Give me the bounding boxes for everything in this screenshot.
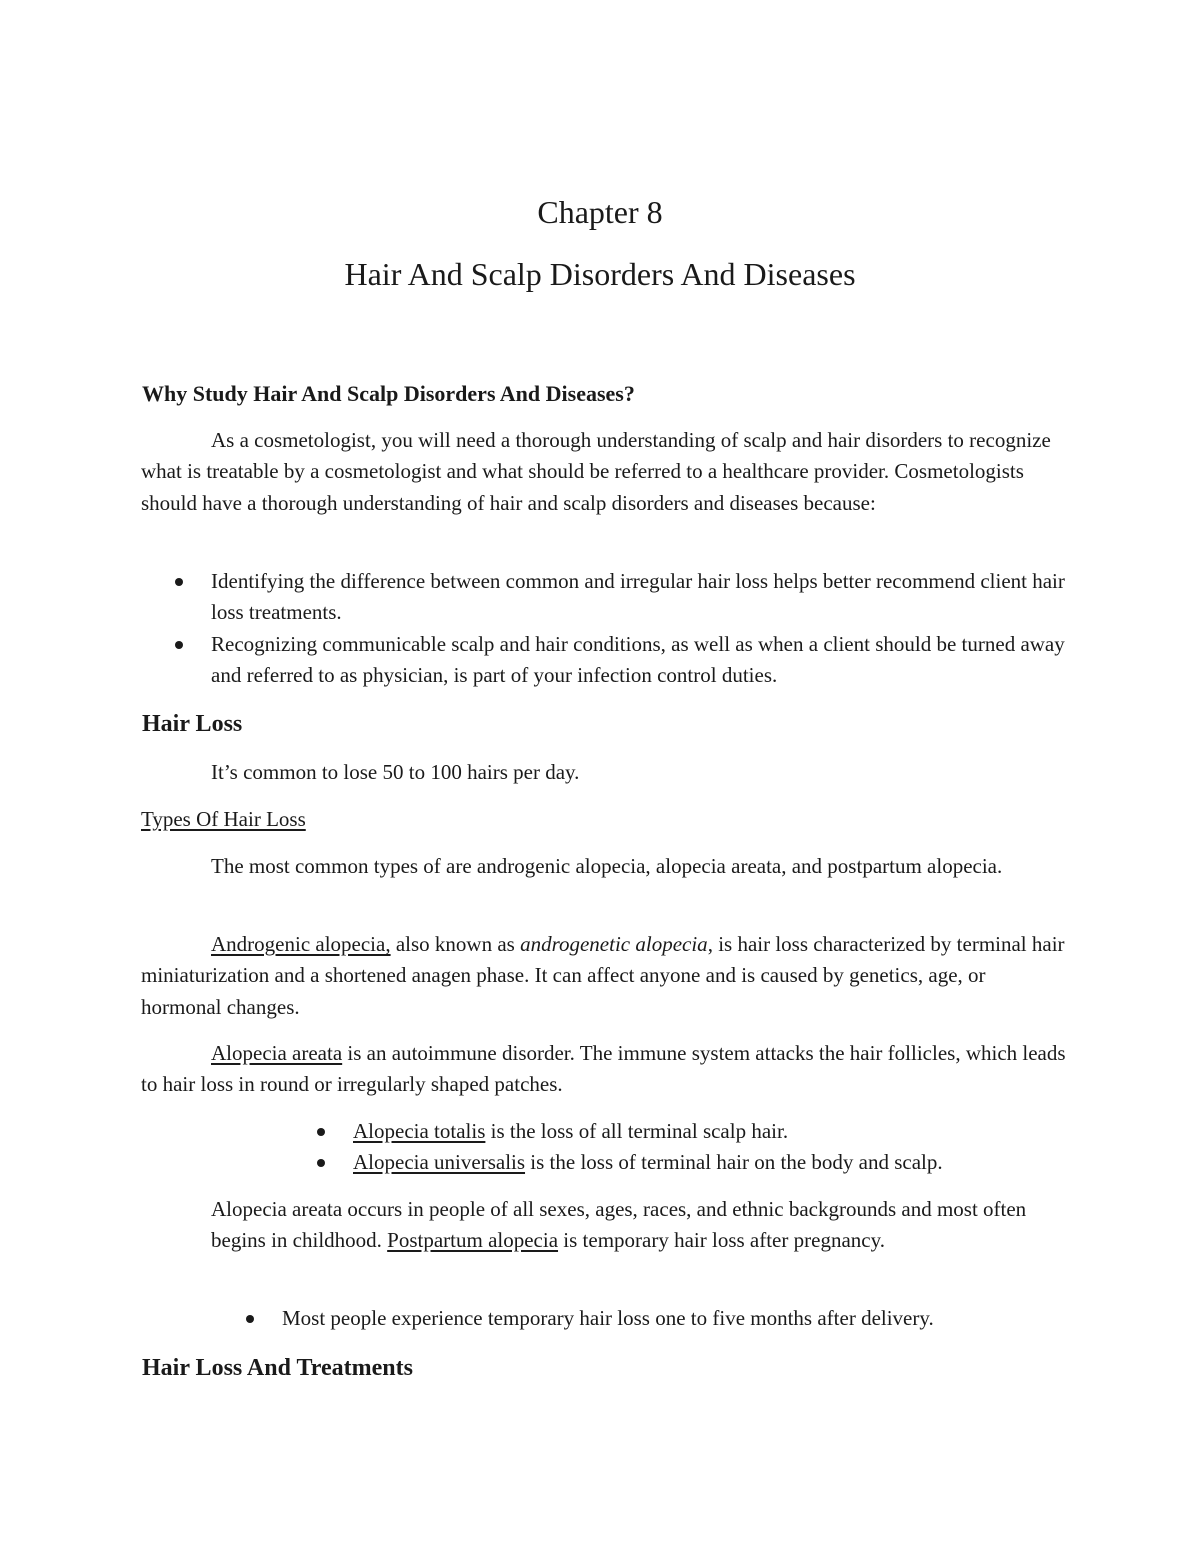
why-study-bullets — [211, 566, 1071, 691]
why-study-heading: Why Study Hair And Scalp Disorders And Diseases? — [142, 381, 635, 406]
bullet-icon — [317, 1128, 325, 1136]
androgenic-term: Androgenic alopecia, — [211, 932, 391, 956]
chapter-title: Hair And Scalp Disorders And Diseases — [344, 256, 856, 292]
postpartum-bullets — [282, 1303, 1072, 1334]
treatments-heading: Hair Loss And Treatments — [142, 1355, 413, 1381]
list-item: Identifying the difference between common and irregular hair loss helps better recommend client hair loss treatments. — [211, 566, 1071, 629]
androgenetic-term: androgenetic alopecia — [520, 932, 708, 956]
bullet-icon — [175, 641, 183, 649]
hair-loss-intro: It’s common to lose 50 to 100 hairs per day. — [211, 760, 580, 784]
occurs-paragraph: Alopecia areata occurs in people of all sexes, ages, races, and ethnic backgrounds and most often begins in childhood. Postpartum alopecia is temporary hair loss after pregnancy. — [211, 1197, 1027, 1253]
androgenic-paragraph: Androgenic alopecia, also known as androgenetic alopecia, is hair loss characterized by terminal hair miniaturization and a shortened anagen phase. It can affect anyone and is caused by genetics, age, or hormonal changes. — [141, 932, 1065, 1019]
why-study-paragraph: As a cosmetologist, you will need a thorough understanding of scalp and hair disorders to recognize what is treatable by a cosmetologist and what should be referred to a healthcare provider. Cosmetologists should have a thorough understanding of hair and scalp disorders and diseases because: — [141, 428, 1051, 515]
areata-term: Alopecia areata — [211, 1041, 343, 1065]
bullet-icon — [317, 1159, 325, 1167]
list-item: Alopecia universalis is the loss of terminal hair on the body and scalp. — [353, 1147, 1073, 1178]
list-item: Most people experience temporary hair loss one to five months after delivery. — [282, 1303, 1072, 1334]
types-heading: Types Of Hair Loss — [141, 807, 306, 831]
hair-loss-heading: Hair Loss — [142, 711, 243, 737]
list-item: Alopecia totalis is the loss of all terminal scalp hair. — [353, 1116, 1073, 1147]
types-intro: The most common types of are androgenic alopecia, alopecia areata, and postpartum alopecia. — [211, 854, 1003, 878]
chapter-number: Chapter 8 — [537, 194, 663, 230]
areata-bullets — [353, 1116, 1073, 1179]
postpartum-term: Postpartum alopecia — [387, 1228, 559, 1253]
bullet-icon — [246, 1315, 254, 1323]
list-item: Recognizing communicable scalp and hair conditions, as well as when a client should be turned away and referred to as physician, is part of your infection control duties. — [211, 629, 1071, 692]
areata-paragraph: Alopecia areata is an autoimmune disorder. The immune system attacks the hair follicles, which leads to hair loss in round or irregularly shaped patches. — [141, 1041, 1066, 1097]
bullet-icon — [175, 578, 183, 586]
